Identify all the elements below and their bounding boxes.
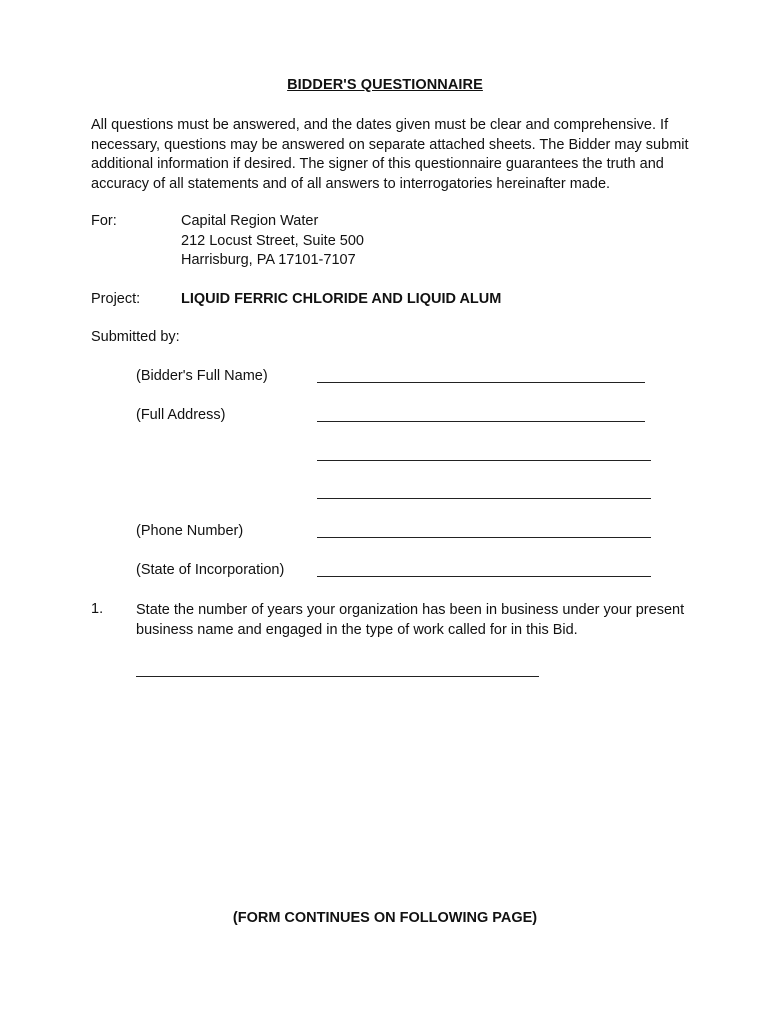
full-address-field-line-3[interactable]: [317, 498, 651, 499]
project-label: Project:: [91, 291, 141, 307]
for-address-line-1: Capital Region Water: [181, 213, 319, 229]
full-address-field-line-2[interactable]: [317, 460, 651, 461]
question-1-text: State the number of years your organization has been in business under your present business name and engaged in the type of work called for in this Bid.: [136, 602, 685, 638]
for-address-line-2: 212 Locust Street, Suite 500: [181, 233, 364, 249]
submitted-by-label: Submitted by:: [91, 329, 180, 345]
form-continues-note: (FORM CONTINUES ON FOLLOWING PAGE): [232, 910, 538, 926]
for-address-line-3: Harrisburg, PA 17101-7107: [181, 252, 356, 268]
bidder-full-name-field[interactable]: [317, 382, 645, 383]
phone-number-label: (Phone Number): [136, 523, 244, 539]
instructions-paragraph: All questions must be answered, and the dates given must be clear and comprehensive. If necessary, questions may be answered on separate attached sheets. The Bidder may submit additional information if desired. The signer of this questionnaire guarantees the truth and accuracy of all statements and of all answers to interrogatories hereinafter made.: [91, 117, 689, 192]
question-1-answer-field[interactable]: [136, 676, 539, 677]
project-name: LIQUID FERRIC CHLORIDE AND LIQUID ALUM: [181, 291, 502, 307]
bidder-full-name-label: (Bidder's Full Name): [136, 368, 268, 384]
page-title: BIDDER'S QUESTIONNAIRE: [287, 77, 483, 93]
full-address-label: (Full Address): [136, 407, 226, 423]
state-of-incorporation-field[interactable]: [317, 576, 651, 577]
phone-number-field[interactable]: [317, 537, 651, 538]
state-of-incorporation-label: (State of Incorporation): [136, 562, 285, 578]
question-1-number: 1.: [91, 601, 104, 617]
full-address-field-line-1[interactable]: [317, 421, 645, 422]
for-label: For:: [91, 213, 117, 229]
